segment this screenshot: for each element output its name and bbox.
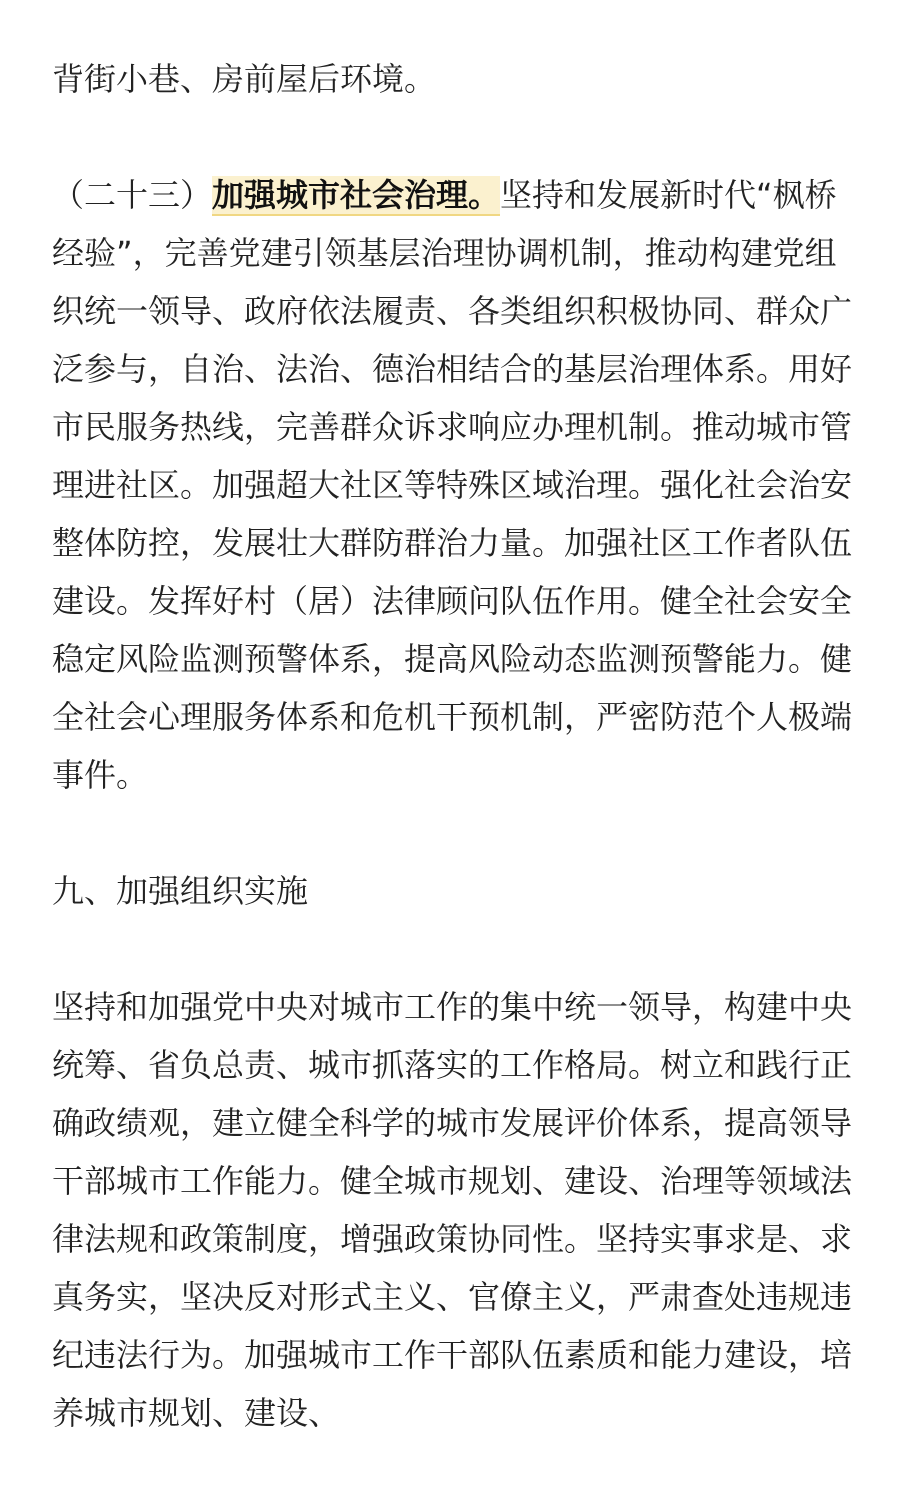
section-number: （二十三） (52, 176, 213, 214)
paragraph-gap (52, 920, 852, 978)
paragraph-gap (52, 804, 852, 862)
article-body (52, 50, 852, 1442)
section-heading (52, 862, 852, 920)
section-heading-text: 九、加强组织实施 (52, 872, 309, 910)
paragraph-social-governance (52, 166, 852, 804)
highlighted-section-title[interactable]: 加强城市社会治理。 (212, 176, 501, 214)
paragraph-organization (52, 978, 852, 1442)
paragraph-text: 坚持和加强党中央对城市工作的集中统一领导，构建中央统筹、省负总责、城市抓落实的工作格局。树立和践行正确政绩观，建立健全科学的城市发展评价体系，提高领导干部城市工作能力。健全城市规划、建设、治理等领域法律法规和政策制度，增强政策协同性。坚持实事求是、求真务实，坚决反对形式主义、官僚主义，严肃查处违规违纪违法行为。加强城市工作干部队伍素质和能力建设，培养城市规划、建设、 (52, 988, 853, 1432)
paragraph-gap (52, 108, 852, 166)
paragraph-environment (52, 50, 852, 108)
paragraph-text: 坚持和发展新时代“枫桥经验”，完善党建引领基层治理协调机制，推动构建党组织统一领导、政府依法履责、各类组织积极协同、群众广泛参与，自治、法治、德治相结合的基层治理体系。用好市民服务热线，完善群众诉求响应办理机制。推动城市管理进社区。加强超大社区等特殊区域治理。强化社会治安整体防控，发展壮大群防群治力量。加强社区工作者队伍建设。发挥好村（居）法律顾问队伍作用。健全社会安全稳定风险监测预警体系，提高风险动态监测预警能力。健全社会心理服务体系和危机干预机制，严密防范个人极端事件。 (52, 176, 853, 794)
paragraph-text: 背街小巷、房前屋后环境。 (52, 60, 437, 98)
